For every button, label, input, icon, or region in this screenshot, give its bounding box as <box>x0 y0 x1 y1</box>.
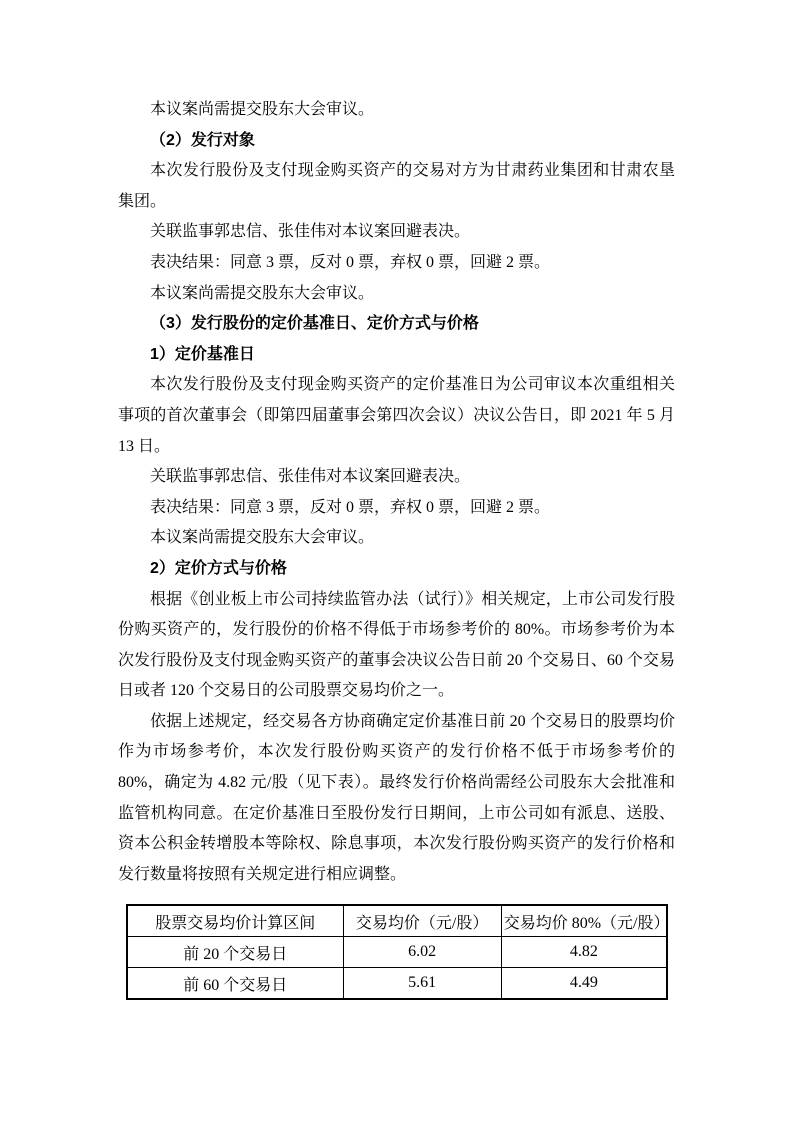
paragraph-counterparties: 本次发行股份及支付现金购买资产的交易对方为甘肃药业集团和甘肃农垦集团。 <box>118 162 675 210</box>
table-cell-average-price-80pct: 4.82 <box>501 937 667 968</box>
paragraph-vote-result: 表决结果：同意 3 票，反对 0 票，弃权 0 票，回避 2 票。 <box>150 253 551 271</box>
paragraph-vote-result: 表决结果：同意 3 票，反对 0 票，弃权 0 票，回避 2 票。 <box>150 498 551 516</box>
table-cell-average-price-80pct: 4.49 <box>501 968 667 1000</box>
table-header-average-price-80pct: 交易均价 80%（元/股） <box>501 905 667 937</box>
subsection-heading-pricing-base-date: 1）定价基准日 <box>150 345 255 363</box>
paragraph-submit-to-meeting: 本议案尚需提交股东大会审议。 <box>150 529 375 547</box>
paragraph-pricing-determination: 依据上述规定，经交易各方协商确定定价基准日前 20 个交易日的股票均价作为市场参考价，本次发行股份购买资产的发行价格不低于市场参考价的 80%，确定为 4.82 元/股（见下表）。最终发行价格尚需经公司股东大会批准和监管机构同意。在定价基准日至股份发行日期间，上市公司如有派息、送股、资本公积金转增股本等除权、除息事项，本次发行股份购买资产的发行价格和发行数量将按照有关规定进行相应调整。 <box>118 712 675 883</box>
paragraph-submit-to-meeting: 本议案尚需提交股东大会审议。 <box>150 284 375 302</box>
table-cell-average-price: 6.02 <box>343 937 501 968</box>
table-header-average-price: 交易均价（元/股） <box>343 905 501 937</box>
average-price-table <box>126 904 668 1000</box>
table-header-row <box>127 905 667 937</box>
section-heading-issuance-targets: （2）发行对象 <box>150 131 255 149</box>
table-header-period: 股票交易均价计算区间 <box>127 905 343 937</box>
table-cell-average-price: 5.61 <box>343 968 501 1000</box>
paragraph-pricing-base-date: 本次发行股份及支付现金购买资产的定价基准日为公司审议本次重组相关事项的首次董事会（即第四届董事会第四次会议）决议公告日，即 2021 年 5 月 13 日。 <box>118 376 675 455</box>
paragraph-abstaining-supervisors: 关联监事郭忠信、张佳伟对本议案回避表决。 <box>150 223 471 241</box>
table-cell-period: 前 60 个交易日 <box>127 968 343 1000</box>
section-heading-pricing: （3）发行股份的定价基准日、定价方式与价格 <box>150 315 479 333</box>
subsection-heading-pricing-method: 2）定价方式与价格 <box>150 559 287 577</box>
table-row-60-days <box>127 968 667 1000</box>
document-content <box>118 95 675 890</box>
table-cell-period: 前 20 个交易日 <box>127 937 343 968</box>
paragraph-abstaining-supervisors: 关联监事郭忠信、张佳伟对本议案回避表决。 <box>150 468 471 486</box>
table-row-20-days <box>127 937 667 968</box>
paragraph-submit-to-meeting: 本议案尚需提交股东大会审议。 <box>150 101 375 118</box>
paragraph-pricing-regulation: 根据《创业板上市公司持续监管办法（试行）》相关规定，上市公司发行股份购买资产的，发行股份的价格不得低于市场参考价的 80%。市场参考价为本次发行股份及支付现金购买资产的董事会决议公告日前 20 个交易日、60 个交易日或者 120 个交易日的公司股票交易均价之一。 <box>118 590 675 700</box>
